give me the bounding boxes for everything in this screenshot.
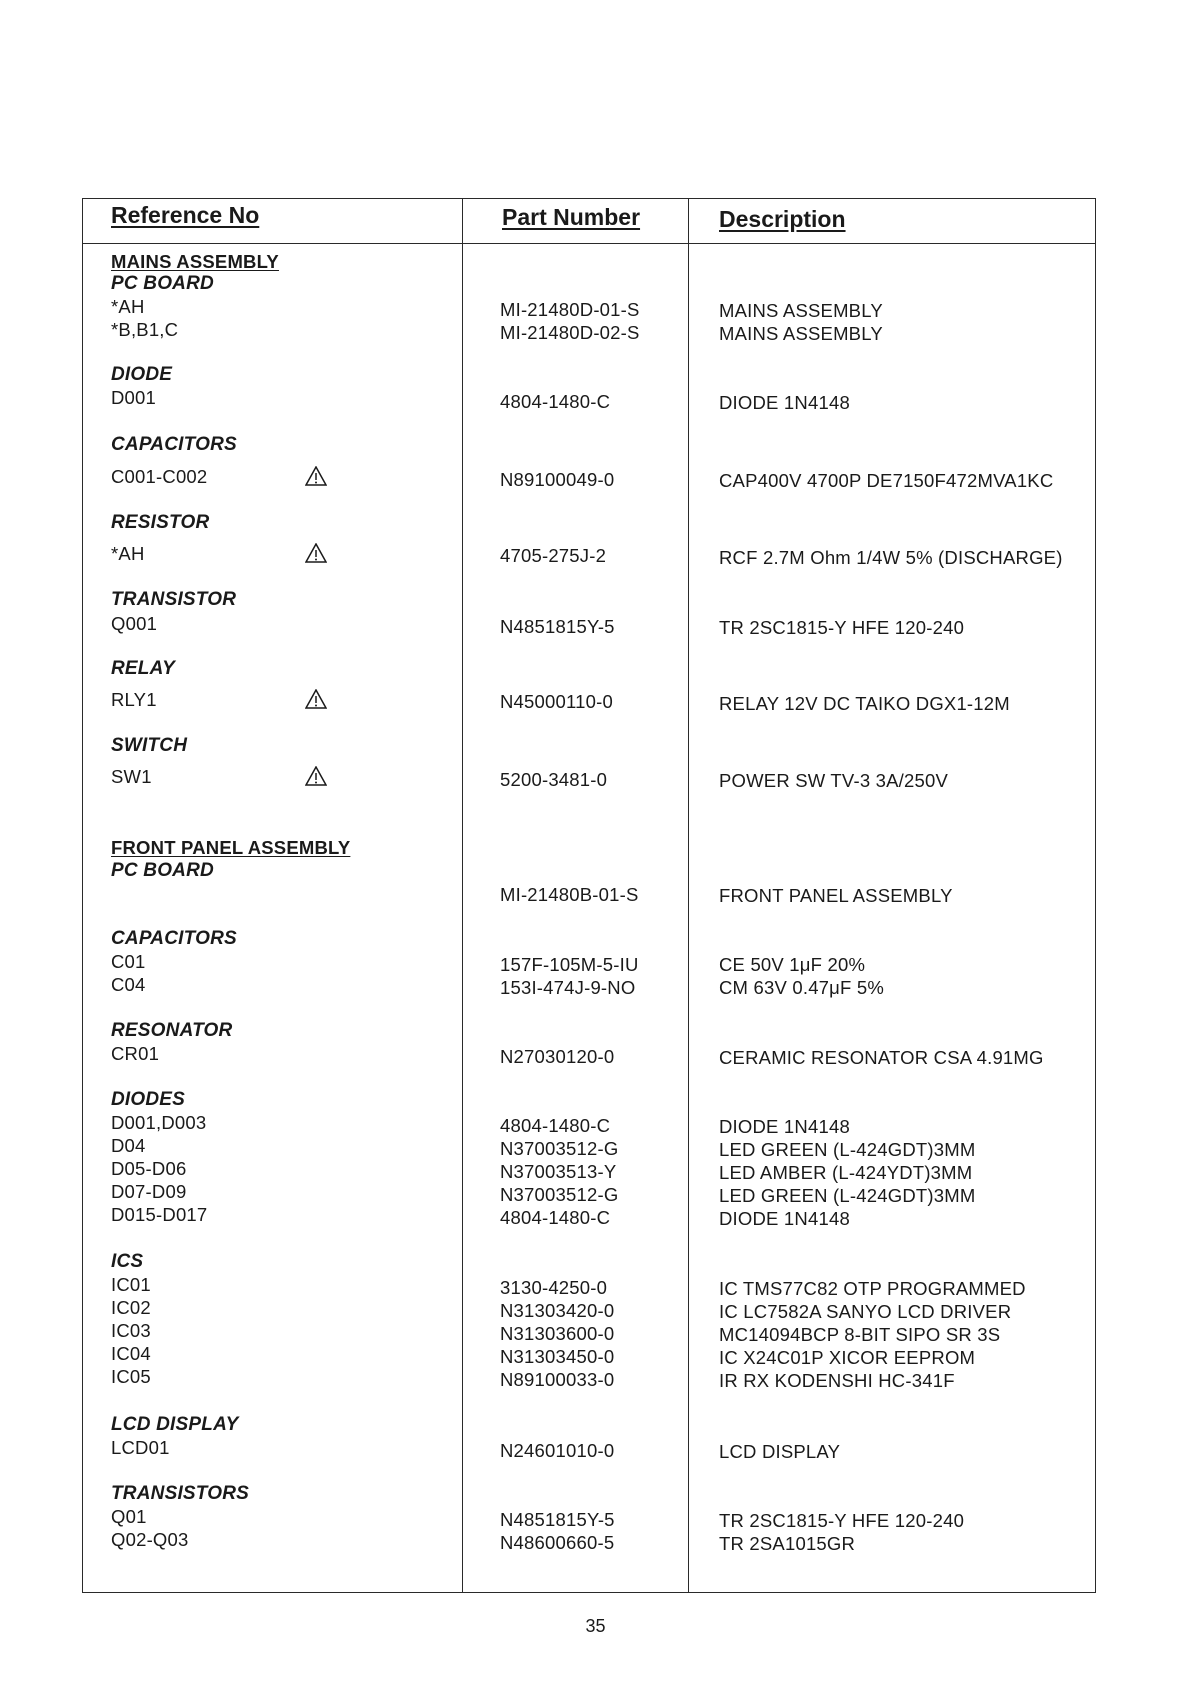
- desc-cell: DIODE 1N4148: [719, 392, 850, 413]
- header-divider: [83, 243, 1095, 244]
- desc-cell: MAINS ASSEMBLY: [719, 323, 883, 344]
- part-cell: N45000110-0: [500, 691, 613, 712]
- ref-cell: Q01: [111, 1506, 147, 1527]
- desc-cell: LED GREEN (L-424GDT)3MM: [719, 1139, 976, 1160]
- desc-cell: IC LC7582A SANYO LCD DRIVER: [719, 1301, 1012, 1322]
- desc-cell: TR 2SC1815-Y HFE 120-240: [719, 617, 965, 638]
- desc-cell: LED AMBER (L-424YDT)3MM: [719, 1162, 973, 1183]
- header-reference-no: Reference No: [111, 202, 260, 228]
- section-title-mains: MAINS ASSEMBLY: [111, 251, 279, 272]
- category-capacitors: CAPACITORS: [111, 434, 237, 455]
- desc-cell: TR 2SA1015GR: [719, 1533, 856, 1554]
- part-cell: N89100049-0: [500, 469, 615, 490]
- desc-cell: FRONT PANEL ASSEMBLY: [719, 885, 953, 906]
- desc-cell: CAP400V 4700P DE7150F472MVA1KC: [719, 470, 1054, 491]
- part-cell: N37003512-G: [500, 1138, 619, 1159]
- ref-cell: *AH: [111, 296, 145, 317]
- part-cell: 4804-1480-C: [500, 1115, 611, 1136]
- ref-cell: LCD01: [111, 1437, 170, 1458]
- part-cell: N48600660-5: [500, 1532, 615, 1553]
- desc-cell: DIODE 1N4148: [719, 1208, 850, 1229]
- safety-warning-icon: [305, 466, 327, 486]
- part-cell: MI-21480D-02-S: [500, 322, 640, 343]
- part-cell: 4705-275J-2: [500, 545, 607, 566]
- safety-warning-icon: [305, 689, 327, 709]
- part-cell: N31303600-0: [500, 1323, 615, 1344]
- ref-cell: C001-C002: [111, 466, 208, 487]
- safety-warning-icon: [305, 766, 327, 786]
- ref-cell: D001: [111, 387, 157, 408]
- ref-cell: D015-D017: [111, 1204, 208, 1225]
- category-diodes: DIODES: [111, 1089, 186, 1110]
- header-part-number: Part Number: [502, 204, 641, 230]
- ref-cell: D04: [111, 1135, 146, 1156]
- desc-cell: CE 50V 1μF 20%: [719, 954, 866, 975]
- category-ics: ICS: [111, 1251, 144, 1272]
- ref-cell: CR01: [111, 1043, 160, 1064]
- desc-cell: IR RX KODENSHI HC-341F: [719, 1370, 955, 1391]
- desc-cell: LED GREEN (L-424GDT)3MM: [719, 1185, 976, 1206]
- header-description: Description: [719, 206, 846, 232]
- column-divider: [462, 199, 463, 1592]
- ref-cell: D07-D09: [111, 1181, 187, 1202]
- desc-cell: RELAY 12V DC TAIKO DGX1-12M: [719, 693, 1010, 714]
- ref-cell: *AH: [111, 543, 145, 564]
- part-cell: 4804-1480-C: [500, 391, 611, 412]
- part-cell: N89100033-0: [500, 1369, 615, 1390]
- part-cell: 5200-3481-0: [500, 769, 608, 790]
- category-capacitors: CAPACITORS: [111, 928, 237, 949]
- desc-cell: MC14094BCP 8-BIT SIPO SR 3S: [719, 1324, 1001, 1345]
- part-cell: 157F-105M-5-IU: [500, 954, 639, 975]
- section-title-front-panel: FRONT PANEL ASSEMBLY: [111, 837, 351, 858]
- ref-cell: SW1: [111, 766, 152, 787]
- ref-cell: IC01: [111, 1274, 151, 1295]
- ref-cell: D05-D06: [111, 1158, 187, 1179]
- category-diode: DIODE: [111, 364, 173, 385]
- part-cell: MI-21480D-01-S: [500, 299, 640, 320]
- category-resistor: RESISTOR: [111, 512, 210, 533]
- desc-cell: CERAMIC RESONATOR CSA 4.91MG: [719, 1047, 1044, 1068]
- category-transistor: TRANSISTOR: [111, 589, 237, 610]
- column-divider: [688, 199, 689, 1592]
- category-transistors: TRANSISTORS: [111, 1483, 250, 1504]
- desc-cell: DIODE 1N4148: [719, 1116, 850, 1137]
- ref-cell: IC04: [111, 1343, 151, 1364]
- ref-cell: Q02-Q03: [111, 1529, 189, 1550]
- part-cell: N4851815Y-5: [500, 1509, 615, 1530]
- desc-cell: RCF 2.7M Ohm 1/4W 5% (DISCHARGE): [719, 547, 1063, 568]
- desc-cell: TR 2SC1815-Y HFE 120-240: [719, 1510, 965, 1531]
- part-cell: N4851815Y-5: [500, 616, 615, 637]
- part-cell: 3130-4250-0: [500, 1277, 608, 1298]
- category-pc-board: PC BOARD: [111, 273, 214, 294]
- ref-cell: IC02: [111, 1297, 151, 1318]
- part-cell: 4804-1480-C: [500, 1207, 611, 1228]
- category-resonator: RESONATOR: [111, 1020, 233, 1041]
- part-cell: N31303420-0: [500, 1300, 615, 1321]
- category-pc-board: PC BOARD: [111, 860, 214, 881]
- desc-cell: IC X24C01P XICOR EEPROM: [719, 1347, 976, 1368]
- desc-cell: IC TMS77C82 OTP PROGRAMMED: [719, 1278, 1026, 1299]
- ref-cell: *B,B1,C: [111, 319, 179, 340]
- desc-cell: LCD DISPLAY: [719, 1441, 841, 1462]
- ref-cell: C04: [111, 974, 146, 995]
- safety-warning-icon: [305, 543, 327, 563]
- ref-cell: D001,D003: [111, 1112, 207, 1133]
- part-cell: 153I-474J-9-NO: [500, 977, 636, 998]
- part-cell: N27030120-0: [500, 1046, 615, 1067]
- category-switch: SWITCH: [111, 735, 188, 756]
- page-number: 35: [585, 1616, 606, 1636]
- ref-cell: C01: [111, 951, 146, 972]
- part-cell: N37003512-G: [500, 1184, 619, 1205]
- desc-cell: MAINS ASSEMBLY: [719, 300, 883, 321]
- desc-cell: POWER SW TV-3 3A/250V: [719, 770, 949, 791]
- category-lcd-display: LCD DISPLAY: [111, 1414, 239, 1435]
- part-cell: N24601010-0: [500, 1440, 615, 1461]
- ref-cell: IC03: [111, 1320, 151, 1341]
- ref-cell: RLY1: [111, 689, 157, 710]
- ref-cell: IC05: [111, 1366, 151, 1387]
- category-relay: RELAY: [111, 658, 175, 679]
- part-cell: N37003513-Y: [500, 1161, 617, 1182]
- part-cell: MI-21480B-01-S: [500, 884, 639, 905]
- desc-cell: CM 63V 0.47μF 5%: [719, 977, 885, 998]
- part-cell: N31303450-0: [500, 1346, 615, 1367]
- ref-cell: Q001: [111, 613, 158, 634]
